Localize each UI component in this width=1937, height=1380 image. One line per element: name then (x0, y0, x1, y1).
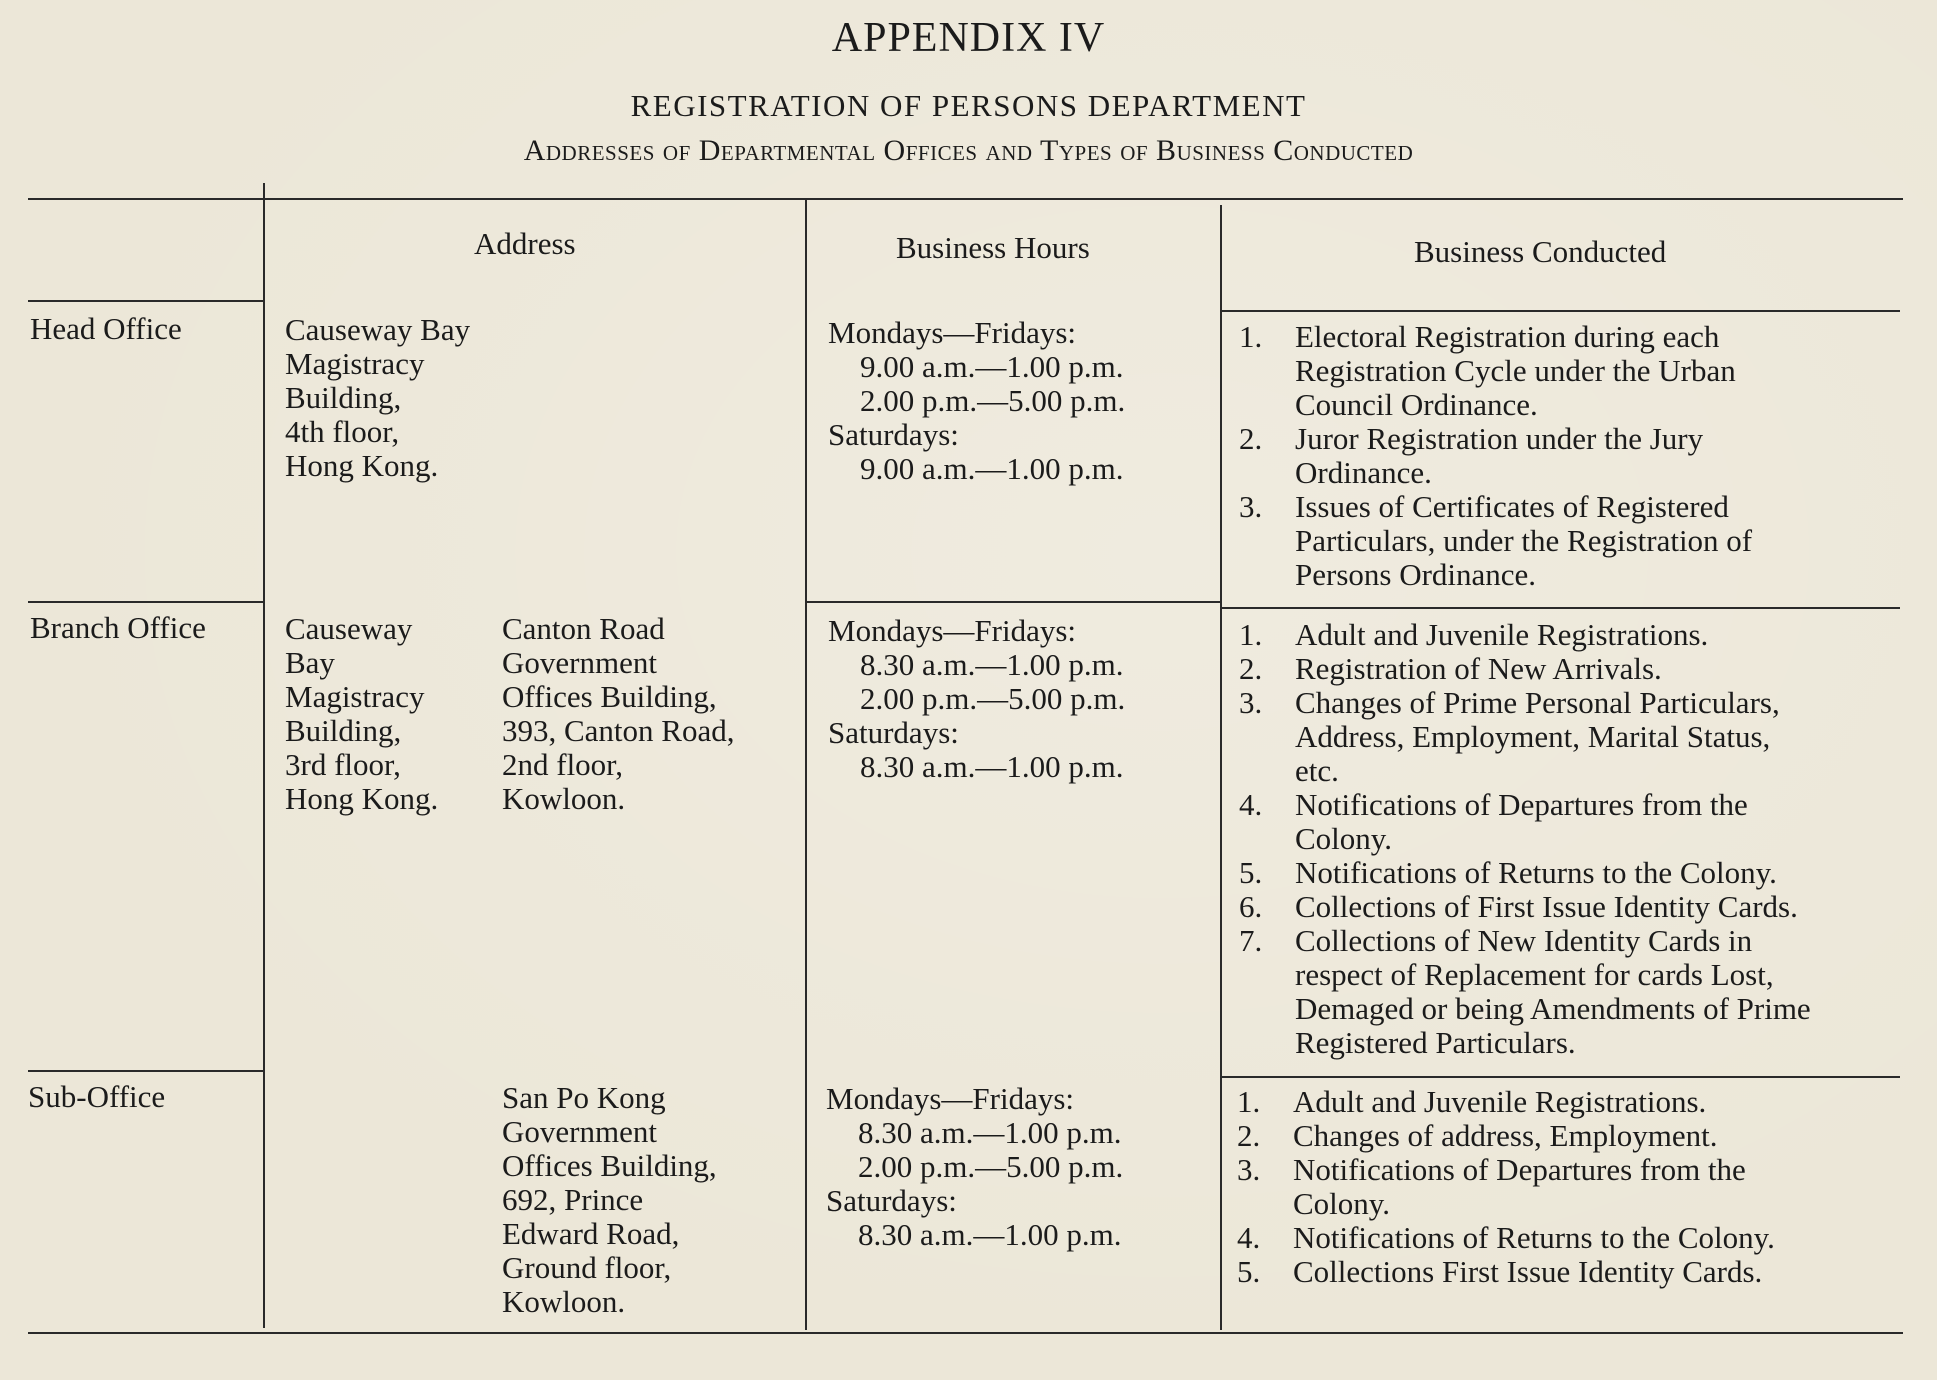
address-line: Bay (285, 645, 335, 680)
address-line: San Po Kong (502, 1080, 666, 1115)
business-item (1239, 890, 1811, 924)
hours-line: 2.00 p.m.—5.00 p.m. (860, 681, 1126, 716)
item-line: etc. (1295, 753, 1339, 788)
hours-line: Mondays—Fridays: (826, 1081, 1074, 1116)
business-list (1239, 618, 1811, 1060)
item-line: Registration Cycle under the Urban (1295, 353, 1736, 388)
address-line: Kowloon. (502, 1284, 626, 1319)
item-line: Notifications of Returns to the Colony. (1295, 855, 1777, 890)
address-line: Causeway (285, 611, 413, 646)
row-divider-2-left (28, 1070, 263, 1072)
department-title: REGISTRATION OF PERSONS DEPARTMENT (630, 88, 1307, 123)
hours-line: Mondays—Fridays: (828, 315, 1076, 350)
item-line: Persons Ordinance. (1295, 557, 1537, 592)
hours-line: 8.30 a.m.—1.00 p.m. (858, 1115, 1122, 1150)
business-item (1237, 1255, 1775, 1289)
hours-line: 2.00 p.m.—5.00 p.m. (858, 1149, 1124, 1184)
address-line: Hong Kong. (285, 448, 439, 483)
item-line: Demaged or being Amendments of Prime (1295, 991, 1811, 1026)
item-line: Changes of address, Employment. (1293, 1118, 1718, 1153)
address-line: 3rd floor, (285, 747, 401, 782)
address-block (502, 612, 735, 816)
office-name: Sub-Office (28, 1079, 166, 1114)
table-top-rule (28, 198, 1903, 200)
address-line: Offices Building, (502, 1148, 717, 1183)
item-number: 2. (1237, 1118, 1261, 1153)
column-rule-3 (1220, 205, 1222, 1330)
hours-line: 2.00 p.m.—5.00 p.m. (860, 383, 1126, 418)
hours-line: Mondays—Fridays: (828, 613, 1076, 648)
item-line: Changes of Prime Personal Particulars, (1295, 685, 1780, 720)
hours-line: 9.00 a.m.—1.00 p.m. (860, 451, 1124, 486)
address-line: Building, (285, 713, 402, 748)
business-item (1239, 652, 1811, 686)
item-number: 1. (1237, 1084, 1261, 1119)
business-item (1239, 320, 1752, 422)
address-line: 393, Canton Road, (502, 713, 735, 748)
business-list (1239, 320, 1752, 592)
hours-line: 8.30 a.m.—1.00 p.m. (860, 647, 1124, 682)
business-item (1239, 422, 1752, 490)
item-number: 1. (1239, 617, 1263, 652)
address-line: Offices Building, (502, 679, 717, 714)
address-block (285, 612, 438, 816)
appendix-title: APPENDIX IV (831, 15, 1106, 61)
item-line: Collections of New Identity Cards in (1295, 923, 1753, 958)
business-item (1237, 1221, 1775, 1255)
address-line: 4th floor, (285, 414, 400, 449)
address-line: Canton Road (502, 611, 665, 646)
document-subtitle: Addresses of Departmental Offices and Types of Business Conducted (523, 134, 1414, 167)
item-line: Ordinance. (1295, 455, 1432, 490)
item-line: Colony. (1293, 1186, 1391, 1221)
item-line: Juror Registration under the Jury (1295, 421, 1704, 456)
business-hours-block (826, 1082, 1123, 1252)
address-line: Government (502, 1114, 657, 1149)
item-number: 3. (1239, 489, 1263, 524)
item-number: 3. (1237, 1152, 1261, 1187)
item-line: Adult and Juvenile Registrations. (1295, 617, 1709, 652)
address-line: Magistracy (285, 679, 425, 714)
address-line: Government (502, 645, 657, 680)
office-name: Head Office (30, 311, 182, 346)
item-line: Registered Particulars. (1295, 1025, 1576, 1060)
row-divider-1-mid (805, 601, 1220, 603)
business-item (1237, 1119, 1775, 1153)
address-line: Building, (285, 380, 402, 415)
item-line: Address, Employment, Marital Status, (1295, 719, 1771, 754)
hours-line: 8.30 a.m.—1.00 p.m. (858, 1217, 1122, 1252)
item-number: 2. (1239, 421, 1263, 456)
item-line: Adult and Juvenile Registrations. (1293, 1084, 1707, 1119)
column-rule-1 (263, 183, 265, 1328)
item-number: 2. (1239, 651, 1263, 686)
hours-line: Saturdays: (826, 1183, 957, 1218)
address-line: Magistracy (285, 346, 425, 381)
column-header-address: Address (474, 226, 576, 261)
hours-line: Saturdays: (828, 417, 959, 452)
item-line: Notifications of Departures from the (1293, 1152, 1746, 1187)
business-item (1239, 490, 1752, 592)
address-line: 2nd floor, (502, 747, 624, 782)
column-header-business-conducted: Business Conducted (1414, 234, 1667, 269)
hours-line: 8.30 a.m.—1.00 p.m. (860, 749, 1124, 784)
item-number: 7. (1239, 923, 1263, 958)
item-line: respect of Replacement for cards Lost, (1295, 957, 1774, 992)
item-number: 3. (1239, 685, 1263, 720)
hours-line: 9.00 a.m.—1.00 p.m. (860, 349, 1124, 384)
item-line: Particulars, under the Registration of (1295, 523, 1753, 558)
address-line: Edward Road, (502, 1216, 680, 1251)
business-item (1237, 1153, 1775, 1221)
table-bottom-rule (28, 1332, 1903, 1334)
business-item (1239, 788, 1811, 856)
item-number: 5. (1239, 855, 1263, 890)
hours-line: Saturdays: (828, 715, 959, 750)
column-rule-2 (805, 200, 807, 1330)
address-line: Hong Kong. (285, 781, 439, 816)
row-divider-1-right (1222, 607, 1900, 609)
business-item (1239, 856, 1811, 890)
business-item (1239, 924, 1811, 1060)
row-divider-1-left (28, 601, 263, 603)
item-number: 4. (1239, 787, 1263, 822)
office-name: Branch Office (30, 610, 206, 645)
item-line: Registration of New Arrivals. (1295, 651, 1662, 686)
header-rule-right (1222, 310, 1900, 312)
item-number: 4. (1237, 1220, 1261, 1255)
item-line: Colony. (1295, 821, 1393, 856)
address-line: 692, Prince (502, 1182, 644, 1217)
business-item (1237, 1085, 1775, 1119)
address-block (502, 1081, 717, 1319)
address-line: Ground floor, (502, 1250, 672, 1285)
item-line: Issues of Certificates of Registered (1295, 489, 1729, 524)
item-number: 6. (1239, 889, 1263, 924)
business-list (1237, 1085, 1775, 1289)
address-line: Kowloon. (502, 781, 626, 816)
business-item (1239, 618, 1811, 652)
row-divider-2-right (1222, 1076, 1900, 1078)
item-line: Electoral Registration during each (1295, 319, 1720, 354)
item-line: Collections First Issue Identity Cards. (1293, 1254, 1763, 1289)
business-hours-block (828, 614, 1125, 784)
column-header-business-hours: Business Hours (896, 230, 1090, 265)
address-block (285, 313, 470, 483)
item-line: Notifications of Departures from the (1295, 787, 1748, 822)
business-item (1239, 686, 1811, 788)
item-line: Notifications of Returns to the Colony. (1293, 1220, 1775, 1255)
header-rule-left (28, 300, 263, 302)
item-number: 1. (1239, 319, 1263, 354)
item-line: Council Ordinance. (1295, 387, 1538, 422)
address-line: Causeway Bay (285, 312, 471, 347)
item-number: 5. (1237, 1254, 1261, 1289)
business-hours-block (828, 316, 1125, 486)
item-line: Collections of First Issue Identity Cards. (1295, 889, 1798, 924)
